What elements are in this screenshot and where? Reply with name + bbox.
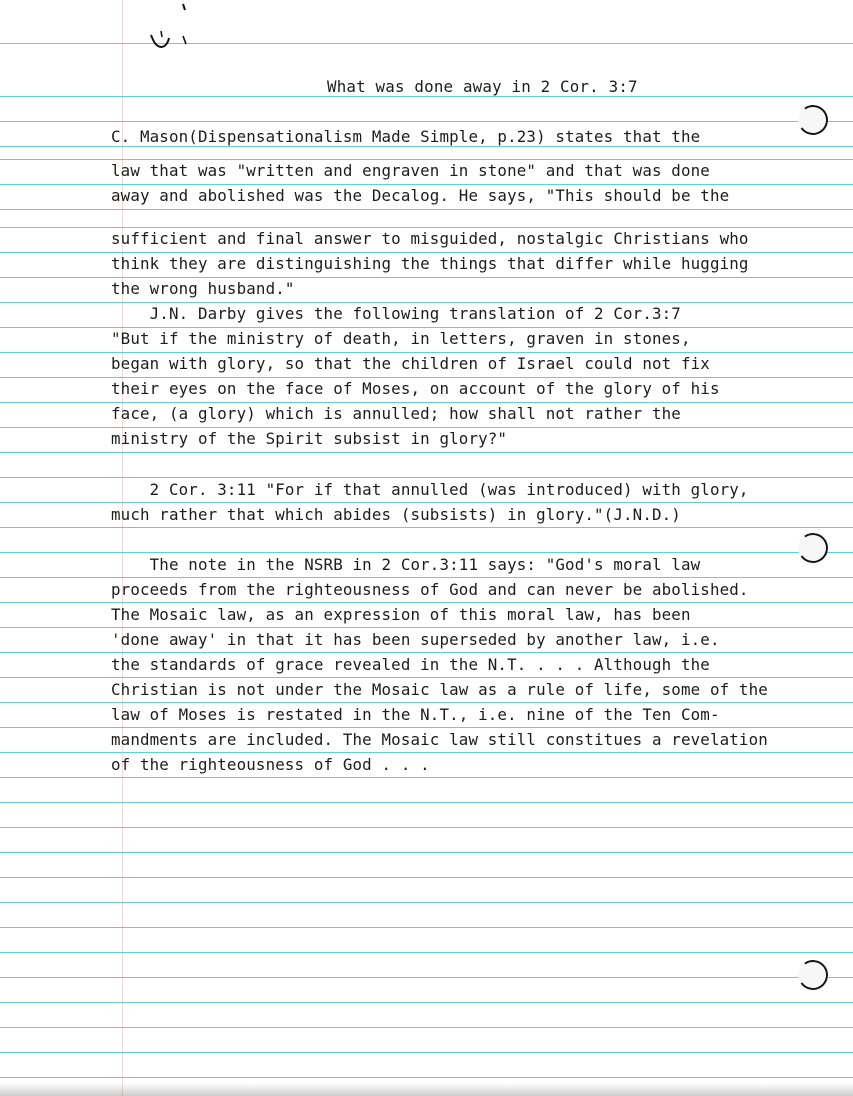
ruled-line bbox=[0, 252, 853, 253]
page-title: What was done away in 2 Cor. 3:7 bbox=[327, 77, 638, 96]
ruled-line bbox=[0, 877, 853, 878]
ruled-line bbox=[0, 752, 853, 753]
text-line: sufficient and final answer to misguided, nostalgic Christians who bbox=[111, 229, 749, 248]
ruled-line bbox=[0, 402, 853, 403]
ruled-line bbox=[0, 777, 853, 778]
ruled-line bbox=[0, 184, 853, 185]
text-line: away and abolished was the Decalog. He says, "This should be the bbox=[111, 186, 730, 205]
ruled-line bbox=[0, 552, 853, 553]
ruled-line bbox=[0, 852, 853, 853]
ruled-line bbox=[0, 377, 853, 378]
ruled-line bbox=[0, 677, 853, 678]
ruled-line bbox=[0, 902, 853, 903]
binder-hole bbox=[796, 958, 831, 993]
text-line: mandments are included. The Mosaic law still constitues a revelation bbox=[111, 730, 768, 749]
ruled-line bbox=[0, 1002, 853, 1003]
text-line: 'done away' in that it has been superseded by another law, i.e. bbox=[111, 630, 720, 649]
text-line: of the righteousness of God . . . bbox=[111, 755, 430, 774]
text-line: much rather that which abides (subsists) in glory."(J.N.D.) bbox=[111, 505, 681, 524]
binder-hole bbox=[796, 531, 831, 566]
text-line: ministry of the Spirit subsist in glory?" bbox=[111, 429, 508, 448]
text-line: their eyes on the face of Moses, on account of the glory of his bbox=[111, 379, 720, 398]
text-line: The note in the NSRB in 2 Cor.3:11 says: "God's moral law bbox=[111, 555, 701, 574]
ruled-line bbox=[0, 209, 853, 210]
text-line: began with glory, so that the children of Israel could not fix bbox=[111, 354, 710, 373]
ruled-line bbox=[0, 927, 853, 928]
text-line: J.N. Darby gives the following translation of 2 Cor.3:7 bbox=[111, 304, 681, 323]
ruled-line bbox=[0, 727, 853, 728]
ruled-line bbox=[0, 652, 853, 653]
ruled-line bbox=[0, 702, 853, 703]
text-line: the wrong husband." bbox=[111, 279, 295, 298]
text-line: The Mosaic law, as an expression of this moral law, has been bbox=[111, 605, 691, 624]
ruled-line bbox=[0, 602, 853, 603]
text-line: proceeds from the righteousness of God and can never be abolished. bbox=[111, 580, 749, 599]
paper-bottom-edge bbox=[0, 1083, 853, 1096]
binder-hole bbox=[796, 103, 831, 138]
text-line: think they are distinguishing the things that differ while hugging bbox=[111, 254, 749, 273]
ruled-line bbox=[0, 227, 853, 228]
ruled-line bbox=[0, 527, 853, 528]
ruled-line bbox=[0, 302, 853, 303]
ruled-line bbox=[0, 1052, 853, 1053]
ruled-line bbox=[0, 827, 853, 828]
ruled-line bbox=[0, 477, 853, 478]
ruled-line bbox=[0, 502, 853, 503]
text-line: the standards of grace revealed in the N.T. . . . Although the bbox=[111, 655, 710, 674]
ruled-line bbox=[0, 802, 853, 803]
pen-scribble bbox=[145, 0, 200, 58]
ruled-line bbox=[0, 577, 853, 578]
text-line: Christian is not under the Mosaic law as a rule of life, some of the bbox=[111, 680, 768, 699]
text-line: face, (a glory) which is annulled; how shall not rather the bbox=[111, 404, 681, 423]
ruled-line bbox=[0, 627, 853, 628]
text-line: 2 Cor. 3:11 "For if that annulled (was introduced) with glory, bbox=[111, 480, 749, 499]
text-line: law of Moses is restated in the N.T., i.e. nine of the Ten Com- bbox=[111, 705, 720, 724]
text-line: law that was "written and engraven in stone" and that was done bbox=[111, 161, 710, 180]
text-line: "But if the ministry of death, in letters, graven in stones, bbox=[111, 329, 691, 348]
ruled-line bbox=[0, 121, 853, 122]
ruled-line bbox=[0, 43, 853, 44]
ruled-line bbox=[0, 1027, 853, 1028]
ruled-line bbox=[0, 277, 853, 278]
text-line: C. Mason(Dispensationalism Made Simple, p.23) states that the bbox=[111, 127, 701, 146]
ruled-line bbox=[0, 96, 853, 97]
ruled-line bbox=[0, 159, 853, 160]
ruled-line bbox=[0, 977, 853, 978]
ruled-line bbox=[0, 352, 853, 353]
ruled-line bbox=[0, 952, 853, 953]
ruled-line bbox=[0, 427, 853, 428]
ruled-line bbox=[0, 452, 853, 453]
ruled-line bbox=[0, 1077, 853, 1078]
ruled-line bbox=[0, 327, 853, 328]
